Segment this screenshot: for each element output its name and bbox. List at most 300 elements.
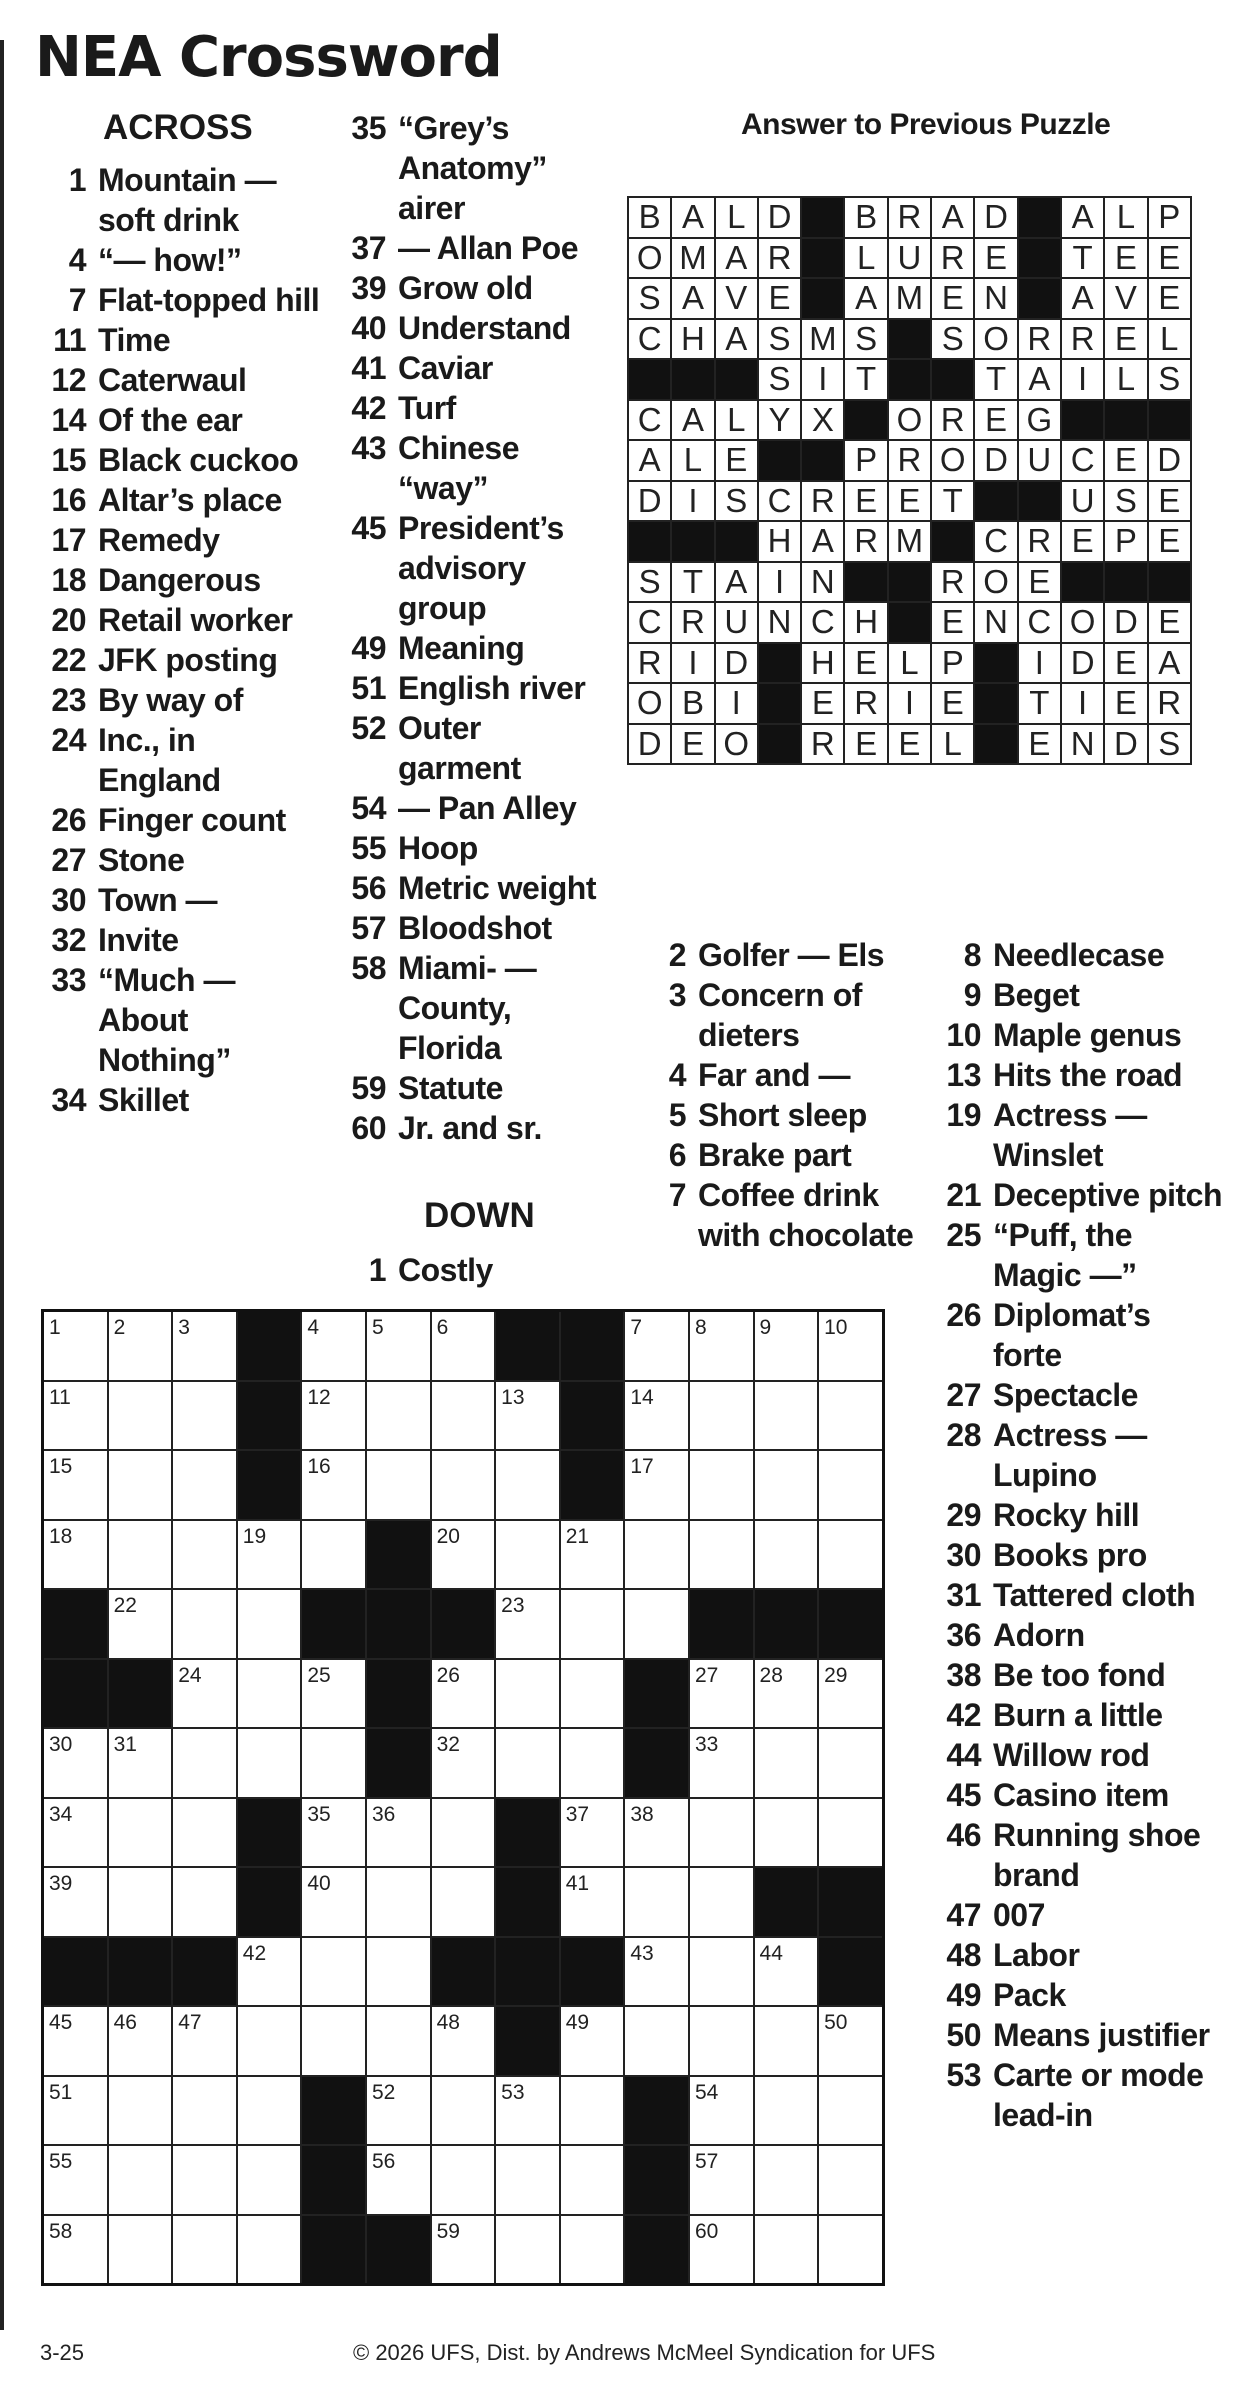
clue-number: 60: [351, 1110, 386, 1146]
answer-letter: D: [1104, 724, 1147, 765]
grid-cell[interactable]: [495, 1381, 560, 1451]
grid-cell[interactable]: [754, 2006, 819, 2076]
answer-letter: O: [974, 319, 1017, 360]
grid-cell[interactable]: [624, 1589, 689, 1659]
grid-cell[interactable]: [301, 1450, 366, 1520]
clue-item: [935, 1415, 1225, 1495]
clue-text: Golfer — Els: [698, 937, 885, 973]
grid-cell[interactable]: [754, 2215, 819, 2285]
answer-letter: B: [844, 197, 887, 238]
answer-letter: C: [974, 521, 1017, 562]
answer-letter: G: [1018, 400, 1061, 441]
grid-cell[interactable]: [108, 2215, 173, 2285]
clue-number: 28: [946, 1417, 981, 1453]
grid-cell[interactable]: [431, 2215, 496, 2285]
grid-cell[interactable]: [818, 1520, 883, 1590]
grid-cell[interactable]: [818, 2215, 883, 2285]
grid-cell[interactable]: [818, 2076, 883, 2146]
cell-number: 8: [694, 1316, 707, 1339]
clue-item: [40, 640, 325, 680]
clue-text: Grow old: [398, 270, 533, 306]
answer-letter: R: [801, 724, 844, 765]
grid-cell[interactable]: [431, 1659, 496, 1729]
answer-letter: L: [671, 440, 714, 481]
grid-cell[interactable]: [689, 1728, 754, 1798]
clue-text: Metric weight: [398, 870, 596, 906]
grid-cell[interactable]: [108, 1589, 173, 1659]
answer-letter: B: [671, 683, 714, 724]
cell-number: 1: [49, 1316, 61, 1339]
grid-cell[interactable]: [624, 1798, 689, 1868]
clue-number: 19: [946, 1097, 981, 1133]
clue-text: Tattered cloth: [993, 1577, 1196, 1613]
grid-cell[interactable]: [108, 1798, 173, 1868]
grid-cell[interactable]: [43, 2215, 108, 2285]
grid-cell[interactable]: [301, 1867, 366, 1937]
black-square: [754, 1867, 819, 1937]
clue-text: “Grey’s Anatomy” airer: [398, 110, 547, 226]
grid-row: [43, 1937, 884, 2007]
grid-cell[interactable]: [301, 1311, 366, 1381]
clue-text: Of the ear: [98, 402, 243, 438]
grid-cell[interactable]: [818, 1381, 883, 1451]
grid-cell[interactable]: [754, 1520, 819, 1590]
clue-item: [935, 1575, 1225, 1615]
answer-letter: L: [715, 197, 758, 238]
grid-cell[interactable]: [689, 2006, 754, 2076]
cell-number: 41: [565, 1872, 590, 1895]
grid-cell[interactable]: [108, 1450, 173, 1520]
clue-item: [40, 400, 325, 440]
grid-cell[interactable]: [301, 1728, 366, 1798]
clue-number: 26: [51, 802, 86, 838]
clue-number: 38: [946, 1657, 981, 1693]
grid-cell[interactable]: [237, 1728, 302, 1798]
clue-item: [935, 1015, 1225, 1055]
answer-letter: T: [844, 359, 887, 400]
black-square: [495, 1937, 560, 2007]
grid-cell[interactable]: [108, 1728, 173, 1798]
grid-cell[interactable]: [237, 2006, 302, 2076]
grid-cell[interactable]: [366, 1450, 431, 1520]
answer-letter: L: [1104, 359, 1147, 400]
grid-cell[interactable]: [172, 2145, 237, 2215]
answer-letter: H: [671, 319, 714, 360]
clue-number: 1: [368, 1252, 386, 1288]
answer-letter: R: [1148, 683, 1191, 724]
clue-text: Understand: [398, 310, 571, 346]
answer-letter: R: [628, 643, 671, 684]
black-square: [43, 1937, 108, 2007]
clue-text: Adorn: [993, 1617, 1085, 1653]
grid-cell[interactable]: [43, 1798, 108, 1868]
grid-cell[interactable]: [560, 1867, 625, 1937]
black-square: [301, 2215, 366, 2285]
grid-cell[interactable]: [237, 2215, 302, 2285]
grid-cell[interactable]: [431, 2006, 496, 2076]
cell-number: 20: [436, 1524, 460, 1548]
grid-cell[interactable]: [624, 2006, 689, 2076]
grid-cell[interactable]: [108, 1311, 173, 1381]
clue-item: [340, 268, 610, 308]
grid-cell[interactable]: [560, 1520, 625, 1590]
answer-letter: U: [888, 238, 931, 279]
clue-text: Meaning: [398, 630, 525, 666]
grid-cell[interactable]: [366, 1381, 431, 1451]
grid-cell[interactable]: [431, 1798, 496, 1868]
answer-letter: S: [628, 278, 671, 319]
cell-number: 2: [113, 1316, 126, 1339]
clue-item: [40, 360, 325, 400]
grid-cell[interactable]: [754, 1659, 819, 1729]
grid-cell[interactable]: [431, 1311, 496, 1381]
grid-cell[interactable]: [108, 2006, 173, 2076]
grid-cell[interactable]: [624, 1520, 689, 1590]
answer-letter: N: [801, 562, 844, 603]
grid-cell[interactable]: [366, 1867, 431, 1937]
grid-cell[interactable]: [495, 1450, 560, 1520]
answer-letter: I: [1018, 643, 1061, 684]
clue-number: 17: [51, 522, 86, 558]
clue-item: [40, 600, 325, 640]
cell-number: 26: [436, 1663, 460, 1687]
answer-row: [628, 683, 1191, 724]
answer-letter: A: [671, 197, 714, 238]
cell-number: 19: [242, 1524, 267, 1548]
answer-letter: E: [931, 683, 974, 724]
clue-number: 31: [946, 1577, 981, 1613]
clue-number: 48: [946, 1937, 981, 1973]
clue-number: 15: [51, 442, 86, 478]
grid-cell[interactable]: [689, 1659, 754, 1729]
grid-cell[interactable]: [172, 1867, 237, 1937]
clue-number: 53: [946, 2057, 981, 2093]
grid-cell[interactable]: [172, 1520, 237, 1590]
grid-cell[interactable]: [43, 1867, 108, 1937]
grid-cell[interactable]: [172, 1311, 237, 1381]
clue-number: 49: [946, 1977, 981, 2013]
clue-text: Altar’s place: [98, 482, 282, 518]
clue-text: Casino item: [993, 1777, 1169, 1813]
answer-letter: R: [931, 238, 974, 279]
cell-number: 16: [307, 1455, 331, 1478]
clue-text: Hits the road: [993, 1057, 1183, 1093]
clue-text: Rocky hill: [993, 1497, 1140, 1533]
grid-cell[interactable]: [754, 1311, 819, 1381]
grid-cell[interactable]: [818, 1798, 883, 1868]
grid-cell[interactable]: [172, 1450, 237, 1520]
cell-number: 35: [307, 1802, 331, 1826]
grid-cell[interactable]: [172, 2076, 237, 2146]
answer-letter: E: [888, 724, 931, 765]
answer-letter: V: [1104, 278, 1147, 319]
clue-item: [935, 1655, 1225, 1695]
clue-number: 3: [668, 977, 686, 1013]
clue-number: 51: [351, 670, 386, 706]
grid-cell[interactable]: [301, 1381, 366, 1451]
clue-text: Retail worker: [98, 602, 293, 638]
black-square: [301, 2076, 366, 2146]
cell-number: 18: [49, 1524, 73, 1548]
answer-letter: A: [715, 238, 758, 279]
black-square: [108, 1659, 173, 1729]
grid-row: [43, 2215, 884, 2285]
grid-cell[interactable]: [237, 1520, 302, 1590]
grid-cell[interactable]: [301, 1798, 366, 1868]
grid-cell[interactable]: [431, 1450, 496, 1520]
grid-cell[interactable]: [43, 2076, 108, 2146]
clue-item: [640, 935, 930, 975]
grid-cell[interactable]: [172, 1728, 237, 1798]
grid-cell[interactable]: [818, 1311, 883, 1381]
answer-letter: D: [1104, 602, 1147, 643]
answer-letter: I: [1061, 683, 1104, 724]
answer-letter: S: [758, 359, 801, 400]
grid-cell[interactable]: [237, 2076, 302, 2146]
grid-cell[interactable]: [754, 1450, 819, 1520]
grid-cell[interactable]: [689, 2076, 754, 2146]
grid-cell[interactable]: [560, 2076, 625, 2146]
grid-cell[interactable]: [43, 2145, 108, 2215]
clue-item: [340, 388, 610, 428]
clue-item: [935, 2015, 1225, 2055]
clue-item: [340, 948, 610, 1068]
clue-item: [40, 320, 325, 360]
grid-cell[interactable]: [43, 1311, 108, 1381]
grid-cell[interactable]: [689, 1311, 754, 1381]
grid-cell[interactable]: [431, 2145, 496, 2215]
grid-cell[interactable]: [43, 1728, 108, 1798]
clue-item: [935, 1695, 1225, 1735]
answer-letter: O: [1061, 602, 1104, 643]
clue-item: [935, 1295, 1225, 1375]
grid-cell[interactable]: [431, 1520, 496, 1590]
clue-item: [935, 1535, 1225, 1575]
clue-number: 45: [351, 510, 386, 546]
black-square: [237, 1867, 302, 1937]
grid-cell[interactable]: [366, 1311, 431, 1381]
cell-number: 27: [694, 1663, 719, 1687]
answer-letter: Y: [758, 400, 801, 441]
answer-letter: D: [1148, 440, 1191, 481]
answer-black-square: [628, 359, 671, 400]
grid-cell[interactable]: [366, 1798, 431, 1868]
answer-black-square: [758, 683, 801, 724]
answer-black-square: [801, 278, 844, 319]
clue-text: Bloodshot: [398, 910, 552, 946]
black-square: [366, 1589, 431, 1659]
grid-cell[interactable]: [754, 1728, 819, 1798]
answer-letter: H: [758, 521, 801, 562]
answer-letter: D: [628, 481, 671, 522]
grid-cell[interactable]: [366, 2145, 431, 2215]
black-square: [431, 1937, 496, 2007]
answer-letter: X: [801, 400, 844, 441]
grid-cell[interactable]: [689, 1520, 754, 1590]
grid-cell[interactable]: [624, 1311, 689, 1381]
cell-number: 25: [307, 1663, 331, 1687]
grid-cell[interactable]: [172, 1798, 237, 1868]
grid-cell[interactable]: [689, 1798, 754, 1868]
answer-letter: R: [931, 400, 974, 441]
clue-item: [40, 960, 325, 1080]
clue-item: [935, 1775, 1225, 1815]
grid-cell[interactable]: [237, 1659, 302, 1729]
grid-cell[interactable]: [301, 1520, 366, 1590]
grid-cell[interactable]: [366, 1937, 431, 2007]
clue-text: Means justifier: [993, 2017, 1210, 2053]
grid-cell[interactable]: [301, 2006, 366, 2076]
grid-cell[interactable]: [495, 1728, 560, 1798]
grid-cell[interactable]: [172, 2006, 237, 2076]
grid-cell[interactable]: [431, 1867, 496, 1937]
answer-letter: R: [844, 521, 887, 562]
grid-cell[interactable]: [237, 2145, 302, 2215]
grid-cell[interactable]: [560, 2006, 625, 2076]
grid-cell[interactable]: [431, 1381, 496, 1451]
grid-cell[interactable]: [818, 2006, 883, 2076]
grid-cell[interactable]: [560, 1589, 625, 1659]
clue-text: Dangerous: [98, 562, 261, 598]
answer-letter: A: [1018, 359, 1061, 400]
grid-cell[interactable]: [754, 1798, 819, 1868]
black-square: [560, 1311, 625, 1381]
clue-item: [40, 680, 325, 720]
grid-cell[interactable]: [172, 1659, 237, 1729]
grid-cell[interactable]: [431, 1728, 496, 1798]
grid-cell[interactable]: [172, 2215, 237, 2285]
answer-letter: E: [715, 440, 758, 481]
answer-letter: A: [628, 440, 671, 481]
grid-cell[interactable]: [754, 2076, 819, 2146]
answer-letter: E: [758, 278, 801, 319]
grid-cell[interactable]: [560, 1659, 625, 1729]
grid-cell[interactable]: [495, 1520, 560, 1590]
grid-cell[interactable]: [689, 1867, 754, 1937]
grid-cell[interactable]: [560, 2145, 625, 2215]
grid-cell[interactable]: [560, 2215, 625, 2285]
grid-cell[interactable]: [108, 2145, 173, 2215]
grid-cell[interactable]: [43, 2006, 108, 2076]
grid-cell[interactable]: [108, 1867, 173, 1937]
grid-cell[interactable]: [43, 1381, 108, 1451]
grid-cell[interactable]: [108, 1381, 173, 1451]
grid-cell[interactable]: [689, 1450, 754, 1520]
black-square: [366, 2215, 431, 2285]
grid-cell[interactable]: [108, 2076, 173, 2146]
answer-black-square: [844, 562, 887, 603]
grid-cell[interactable]: [495, 1659, 560, 1729]
cell-number: 60: [694, 2219, 719, 2243]
clue-item: [935, 1895, 1225, 1935]
grid-cell[interactable]: [431, 2076, 496, 2146]
answer-letter: T: [931, 481, 974, 522]
answer-black-square: [758, 440, 801, 481]
answer-letter: L: [844, 238, 887, 279]
answer-black-square: [801, 238, 844, 279]
cell-number: 49: [565, 2011, 590, 2034]
grid-cell[interactable]: [108, 1520, 173, 1590]
answer-letter: O: [628, 238, 671, 279]
grid-cell[interactable]: [624, 1381, 689, 1451]
answer-letter: C: [801, 602, 844, 643]
clue-number: 29: [946, 1497, 981, 1533]
grid-cell[interactable]: [754, 1381, 819, 1451]
grid-cell[interactable]: [366, 2076, 431, 2146]
clue-number: 44: [946, 1737, 981, 1773]
grid-cell[interactable]: [495, 2145, 560, 2215]
grid-cell[interactable]: [172, 1381, 237, 1451]
cell-number: 42: [242, 1941, 267, 1965]
clue-text: Labor: [993, 1937, 1080, 1973]
grid-cell[interactable]: [237, 1589, 302, 1659]
clue-text: Invite: [98, 922, 179, 958]
clue-number: 34: [51, 1082, 86, 1118]
grid-cell[interactable]: [818, 1659, 883, 1729]
answer-letter: A: [671, 400, 714, 441]
grid-cell[interactable]: [689, 1381, 754, 1451]
cell-number: 59: [436, 2219, 460, 2243]
clue-number: 4: [668, 1057, 686, 1093]
clue-text: President’s advisory group: [398, 510, 564, 626]
grid-cell[interactable]: [43, 1520, 108, 1590]
clue-item: [40, 560, 325, 600]
cell-number: 38: [630, 1802, 654, 1826]
grid-cell[interactable]: [237, 1937, 302, 2007]
grid-cell[interactable]: [172, 1589, 237, 1659]
grid-cell[interactable]: [754, 1937, 819, 2007]
cell-number: 43: [630, 1941, 654, 1965]
clue-text: Town —: [98, 882, 218, 918]
grid-cell[interactable]: [624, 1450, 689, 1520]
clue-text: Carte or mode lead-in: [993, 2057, 1204, 2133]
grid-row: [43, 2145, 884, 2215]
grid-cell[interactable]: [818, 2145, 883, 2215]
grid-cell[interactable]: [495, 2076, 560, 2146]
answer-row: [628, 197, 1191, 238]
cell-number: 23: [501, 1594, 525, 1617]
grid-cell[interactable]: [624, 1867, 689, 1937]
answer-row: [628, 643, 1191, 684]
grid-cell[interactable]: [689, 2215, 754, 2285]
grid-cell[interactable]: [560, 1798, 625, 1868]
grid-cell[interactable]: [560, 1728, 625, 1798]
grid-cell[interactable]: [689, 1937, 754, 2007]
cell-number: 7: [630, 1316, 643, 1339]
grid-cell[interactable]: [818, 1450, 883, 1520]
grid-cell[interactable]: [366, 2006, 431, 2076]
answer-black-square: [1018, 197, 1061, 238]
grid-cell[interactable]: [301, 1659, 366, 1729]
across-clues-column-2: [340, 108, 610, 1148]
grid-cell[interactable]: [495, 1589, 560, 1659]
cell-number: 44: [759, 1941, 783, 1965]
clue-item: [40, 520, 325, 560]
answer-black-square: [888, 319, 931, 360]
answer-letter: E: [1148, 521, 1191, 562]
answer-black-square: [801, 197, 844, 238]
clue-number: 36: [946, 1617, 981, 1653]
grid-cell[interactable]: [495, 2215, 560, 2285]
grid-cell[interactable]: [43, 1450, 108, 1520]
grid-cell[interactable]: [818, 1728, 883, 1798]
grid-cell[interactable]: [689, 2145, 754, 2215]
grid-cell[interactable]: [301, 1937, 366, 2007]
grid-row: [43, 1450, 884, 1520]
grid-cell[interactable]: [754, 2145, 819, 2215]
clue-number: 13: [946, 1057, 981, 1093]
grid-cell[interactable]: [624, 1937, 689, 2007]
